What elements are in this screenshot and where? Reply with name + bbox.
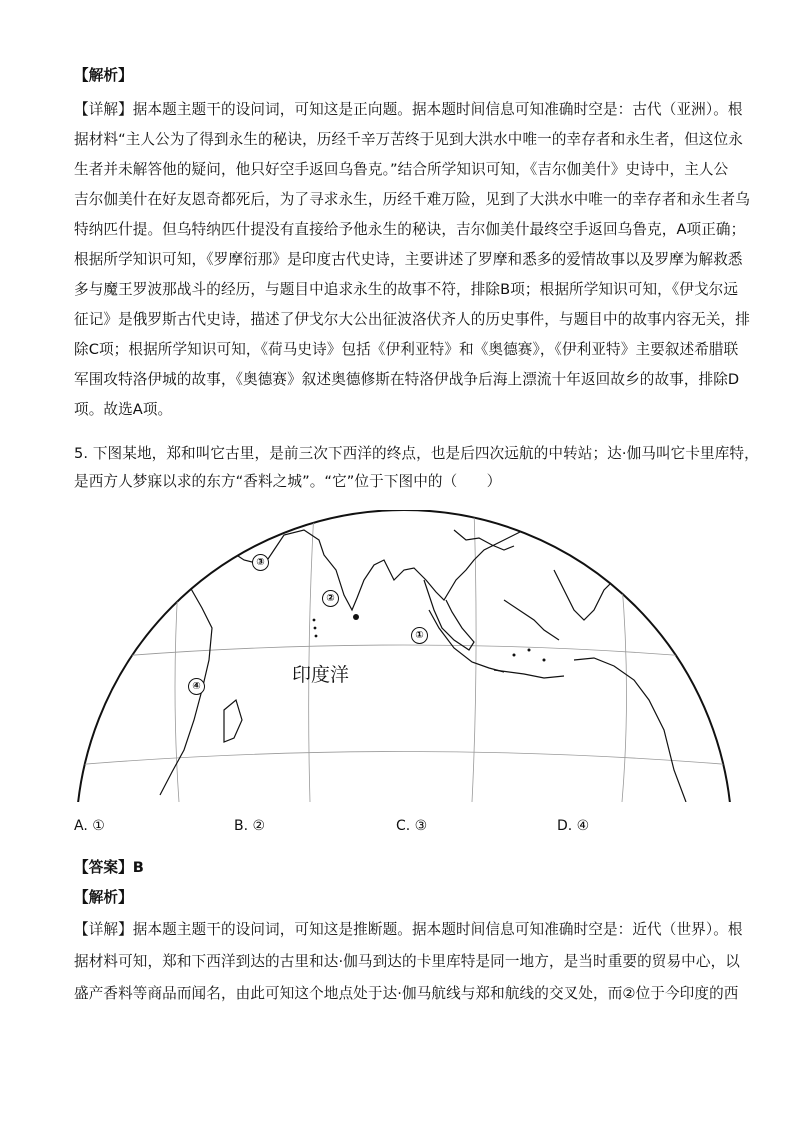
text-line: 【详解】据本题主题干的设问词，可知这是推断题。据本题时间信息可知准确时空是：近代（世界）。根	[74, 921, 743, 938]
analysis-heading-2: 【解析】	[74, 889, 133, 906]
question-line: 是西方人梦寐以求的东方“香料之城”。“它”位于下图中的（ ）	[74, 473, 502, 490]
text-line: 特纳匹什提。但乌特纳匹什提没有直接给予他永生的秘诀，吉尔伽美什最终空手返回乌鲁克，A项正确；	[74, 221, 746, 238]
text-line: 征记》是俄罗斯古代史诗，描述了伊戈尔大公出征波洛伏齐人的历史事件，与题目中的故事内容无关，排	[74, 311, 750, 328]
marker-3: ③	[252, 554, 269, 571]
option-a: A. ①	[74, 818, 105, 834]
text-line: 生者并未解答他的疑问，他只好空手返回乌鲁克。”结合所学知识可知，《吉尔伽美什》史诗中，主人公	[74, 161, 729, 178]
marker-1: ①	[411, 627, 428, 644]
marker-2: ②	[322, 590, 339, 607]
text-line: 项。故选A项。	[74, 401, 173, 418]
answer-heading: 【答案】B	[74, 859, 144, 876]
marker-4: ④	[188, 678, 205, 695]
text-line: 除C项；根据所学知识可知，《荷马史诗》包括《伊利亚特》和《奥德赛》，《伊利亚特》主要叙述希腊联	[74, 341, 739, 358]
text-line: 根据所学知识可知，《罗摩衍那》是印度古代史诗，主要讲述了罗摩和悉多的爱情故事以及罗摩为解救悉	[74, 251, 743, 268]
text-line: 盛产香料等商品而闻名，由此可知这个地点处于达·伽马航线与郑和航线的交叉处，而②位于今印度的西	[74, 985, 739, 1002]
option-d: D. ④	[557, 818, 590, 834]
ocean-label: 印度洋	[292, 664, 350, 686]
map-drawing	[74, 510, 734, 802]
indian-ocean-map	[74, 510, 734, 802]
text-line: 军围攻特洛伊城的故事，《奥德赛》叙述奥德修斯在特洛伊战争后海上漂流十年返回故乡的故事，排除D	[74, 371, 740, 388]
text-line: 【详解】据本题主题干的设问词，可知这是正向题。据本题时间信息可知准确时空是：古代（亚洲）。根	[74, 101, 743, 118]
text-line: 多与魔王罗波那战斗的经历，与题目中追求永生的故事不符，排除B项；根据所学知识可知，《伊戈尔远	[74, 281, 739, 298]
text-line: 据材料“主人公为了得到永生的秘诀，历经千辛万苦终于见到大洪水中唯一的幸存者和永生者，但这位永	[74, 131, 743, 148]
option-b: B. ②	[234, 818, 266, 834]
option-c: C. ③	[396, 818, 428, 834]
analysis-heading: 【解析】	[74, 67, 133, 84]
text-line: 吉尔伽美什在好友恩奇都死后，为了寻求永生，历经千难万险，见到了大洪水中唯一的幸存者和永生者乌	[74, 191, 750, 208]
question-line: 5. 下图某地，郑和叫它古里，是前三次下西洋的终点，也是后四次远航的中转站；达·伽马叫它卡里库特，	[74, 445, 759, 462]
text-line: 据材料可知，郑和下西洋到达的古里和达·伽马到达的卡里库特是同一地方，是当时重要的贸易中心，以	[74, 953, 740, 970]
